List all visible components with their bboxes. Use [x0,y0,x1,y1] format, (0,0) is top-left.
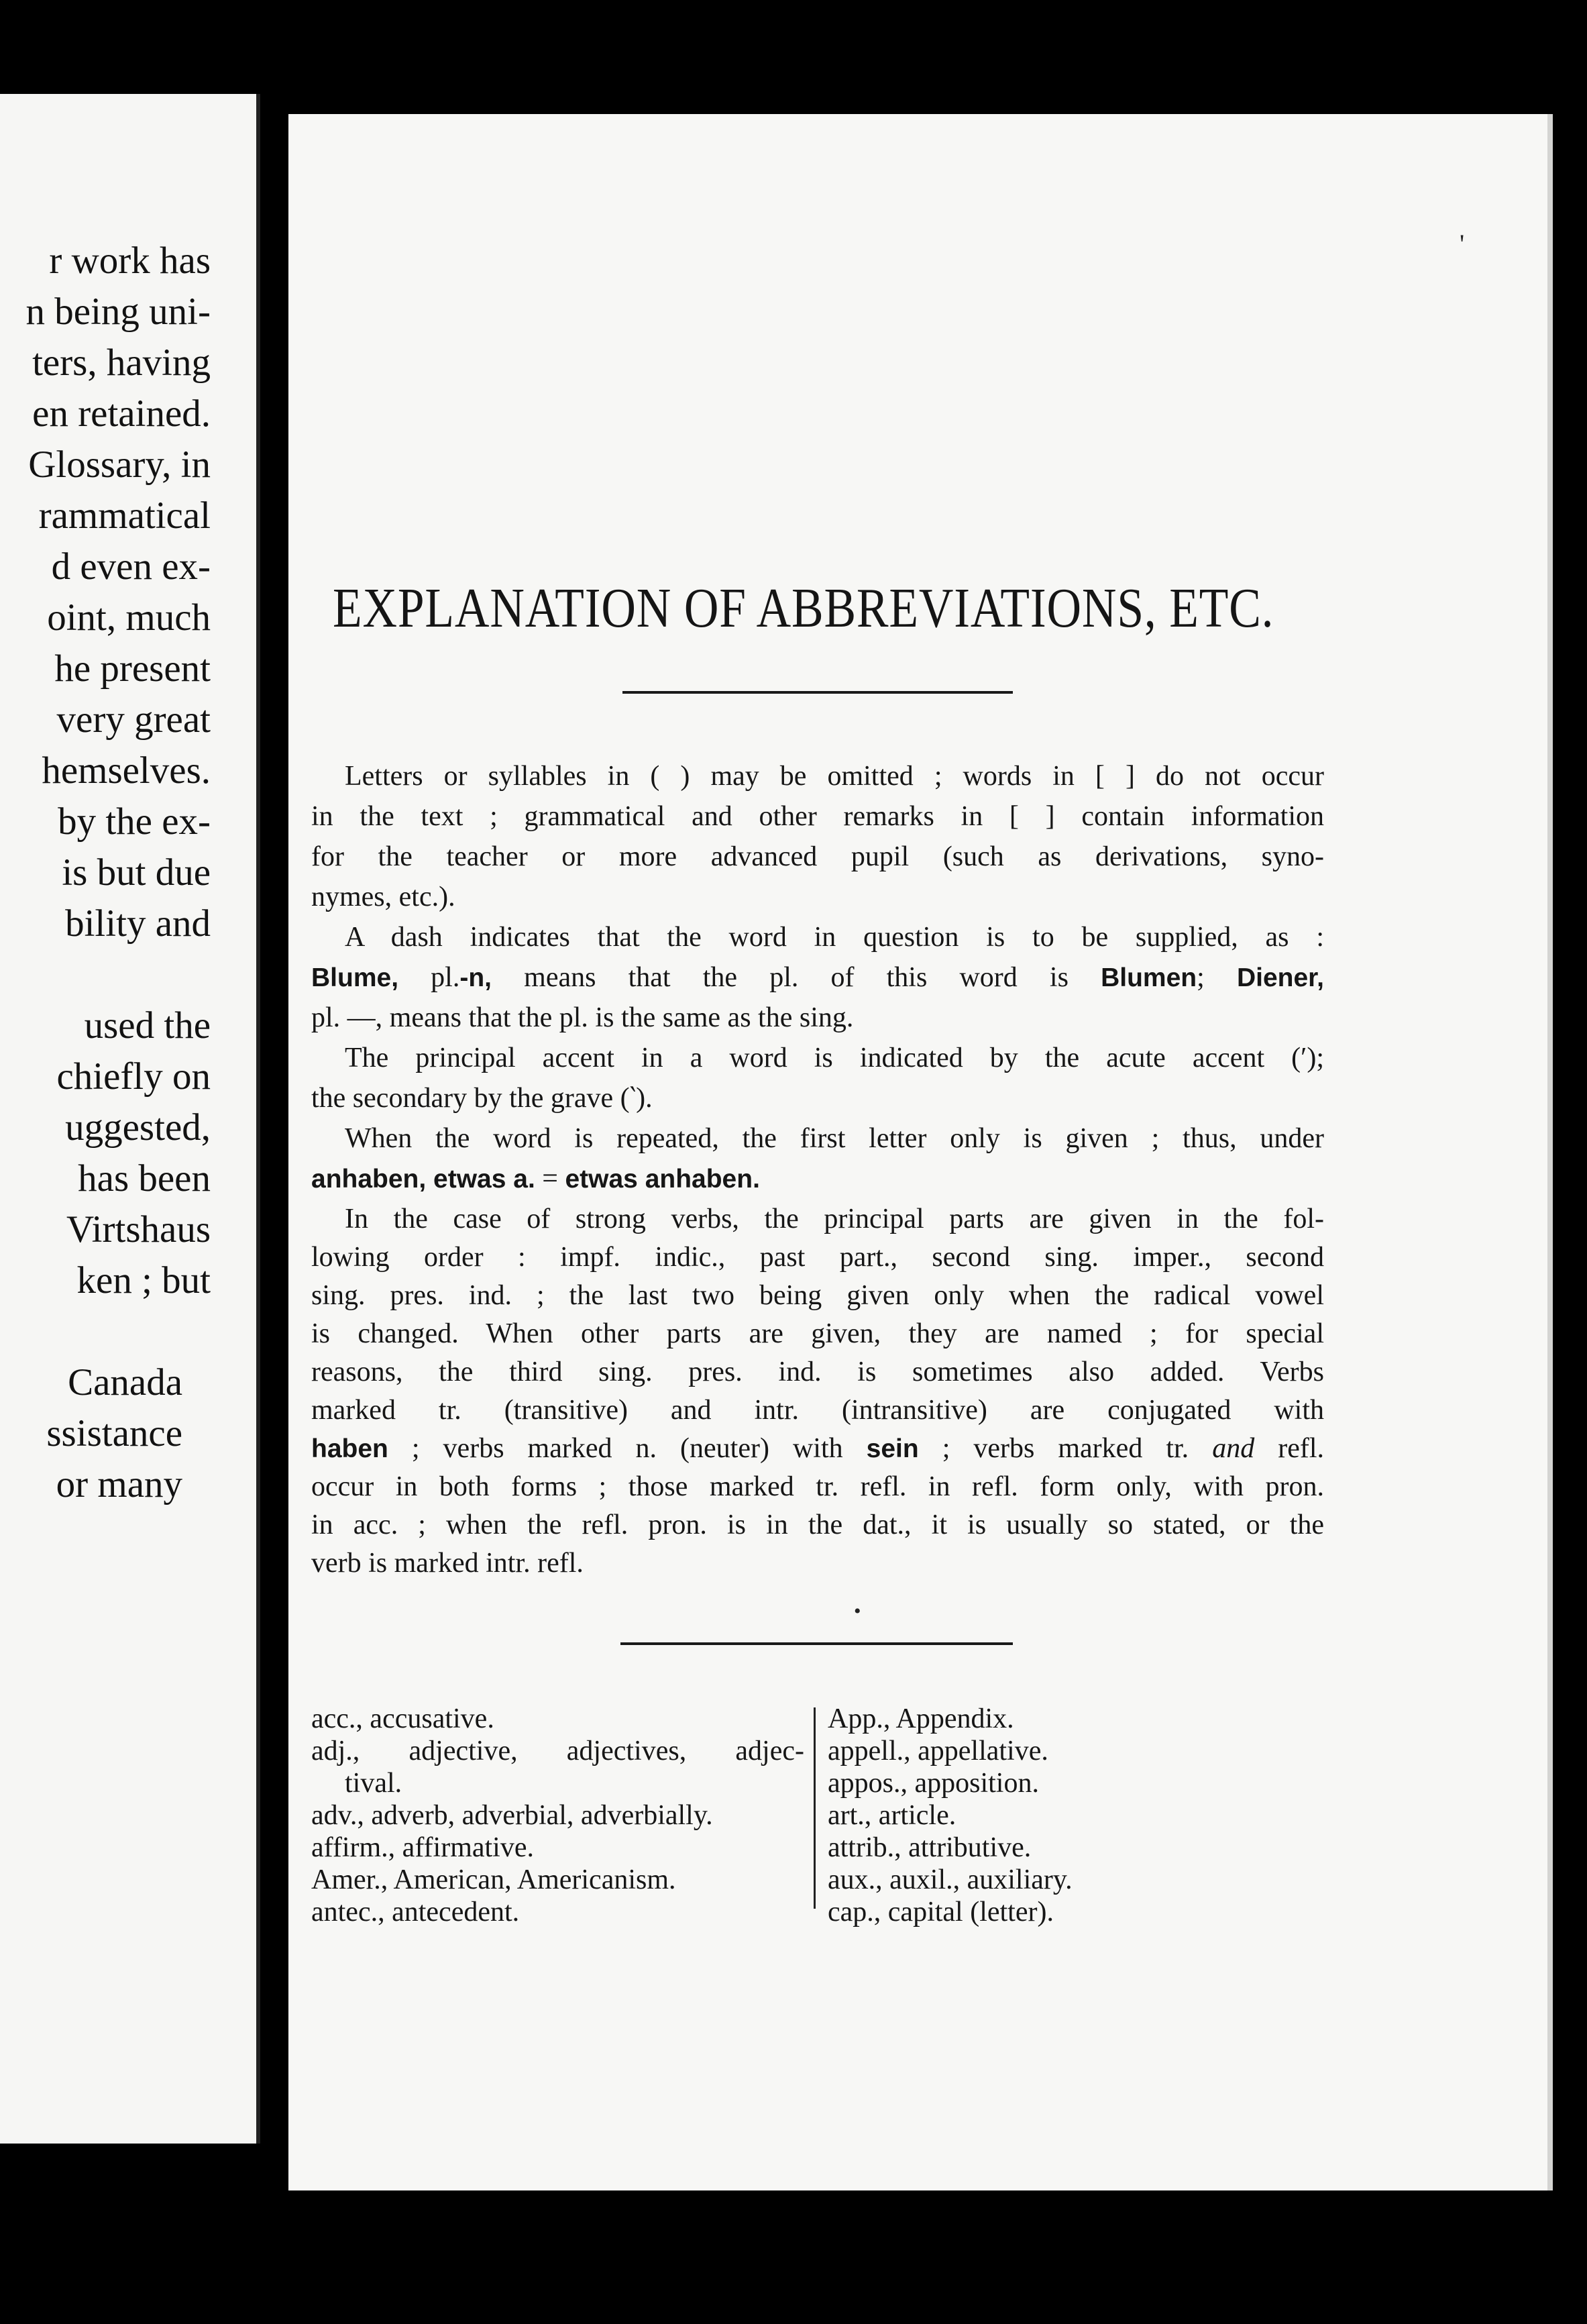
text-refl: refl. [1254,1433,1324,1464]
left-page-line: by the ex- [58,800,211,843]
p5-line-3: sing. pres. ind. ; the last two being given only when the radical vowel [311,1280,1324,1311]
left-page-line: very great [56,698,211,741]
abbreviations-left-column [311,1703,804,1928]
abbr-entry: aux., auxil., auxiliary. [828,1864,1073,1895]
word-and-italic: and [1212,1433,1255,1464]
phrase-etwas-anhaben: etwas anhaben. [565,1165,760,1194]
p5-line-6: marked tr. (transitive) and intr. (intransitive) are conjugated with [311,1395,1324,1426]
left-page-line: r work has [49,240,211,282]
abbr-entry: attrib., attributive. [828,1832,1032,1863]
left-page-line: ters, having [32,341,211,384]
left-page-line: ken ; but [76,1259,211,1302]
left-page-line: is but due [62,851,211,894]
column-divider [814,1707,816,1909]
abbr-entry: App., Appendix. [828,1703,1014,1734]
text-semicolon: ; [1197,962,1237,993]
abbr-entry: appos., apposition. [828,1768,1039,1799]
text-means: means that the pl. of this word is [492,962,1101,993]
p5-line-10: verb is marked intr. refl. [311,1548,584,1579]
p4-line-2 [311,1163,1324,1195]
abbr-entry: acc., accusative. [311,1703,494,1734]
left-page-line: chiefly on [56,1055,211,1098]
text-verbs-marked-tr: ; verbs marked tr. [918,1433,1213,1464]
left-page-line: or many [56,1463,182,1506]
page-title: EXPLANATION OF ABBREVIATIONS, ETC. [333,577,1274,639]
p5-line-1: In the case of strong verbs, the principal parts are given in the fol- [345,1204,1324,1234]
p2-line-2 [311,961,1324,994]
equals-sign: = [535,1163,565,1194]
left-page-line: ssistance [46,1412,182,1455]
text-pl: pl. [398,962,460,993]
p4-line-1: When the word is repeated, the first letter only is given ; thus, under [345,1123,1324,1154]
word-blume: Blume, [311,963,399,992]
p3-line-2: the secondary by the grave (‵). [311,1083,653,1114]
left-page-line: oint, much [47,596,211,639]
left-page-line: n being uni- [25,290,211,333]
word-blumen: Blumen [1101,963,1197,992]
p1-line-1: Letters or syllables in ( ) may be omitted ; words in [ ] do not occur [345,761,1324,792]
left-page-line: rammatical [38,494,211,537]
text-verbs-marked-n: ; verbs marked n. (neuter) with [388,1433,867,1464]
phrase-anhaben: anhaben, etwas a. [311,1165,535,1194]
p5-line-4: is changed. When other parts are given, they are named ; for special [311,1318,1324,1349]
suffix-n: -n, [459,963,492,992]
left-page-line: uggested, [65,1106,211,1149]
left-page-line: Virtshaus [66,1208,211,1251]
left-page-line: hemselves. [42,749,211,792]
p5-line-8: occur in both forms ; those marked tr. refl. in refl. form only, with pron. [311,1471,1324,1502]
page-dot: • [854,1600,861,1622]
word-diener: Diener, [1236,963,1325,992]
p1-line-4: nymes, etc.). [311,882,455,912]
abbr-entry: art., article. [828,1800,956,1831]
abbr-entry: cap., capital (letter). [828,1897,1054,1927]
left-page-line: he present [54,647,211,690]
p3-line-1: The principal accent in a word is indicated by the acute accent (′); [345,1043,1324,1073]
abbr-entry: adj., adjective, adjectives, adjec- [311,1736,804,1766]
p1-line-3: for the teacher or more advanced pupil (such as derivations, syno- [311,841,1324,872]
left-facing-page [0,94,260,2144]
section-rule [620,1642,1013,1645]
abbr-entry: appell., appellative. [828,1736,1048,1766]
p2-line-1: A dash indicates that the word in question is to be supplied, as : [345,922,1324,953]
p1-line-2: in the text ; grammatical and other remarks in [ ] contain information [311,801,1324,832]
abbreviations-right-column [828,1703,1073,1928]
left-page-line: has been [78,1157,211,1200]
left-page-line: used the [84,1004,211,1047]
abbr-entry: antec., antecedent. [311,1897,520,1927]
left-page-line: bility and [65,902,211,945]
abbr-entry: Amer., American, Americanism. [311,1864,676,1895]
p5-line-7 [311,1432,1324,1465]
title-rule [622,691,1013,694]
left-page-line: d even ex- [51,545,211,588]
left-page-line: en retained. [32,392,211,435]
word-haben: haben [311,1434,388,1463]
word-sein: sein [866,1434,919,1463]
abbr-entry: affirm., affirmative. [311,1832,534,1863]
p5-line-5: reasons, the third sing. pres. ind. is sometimes also added. Verbs [311,1357,1324,1387]
p2-line-3: pl. —, means that the pl. is the same as the sing. [311,1002,854,1033]
p5-line-9: in acc. ; when the refl. pron. is in the dat., it is usually so stated, or the [311,1510,1324,1540]
abbr-entry: adv., adverb, adverbial, adverbially. [311,1800,713,1831]
left-page-line: Canada [68,1361,182,1404]
page-mark: ' [1460,229,1465,259]
left-page-line: Glossary, in [28,443,211,486]
p5-line-2: lowing order : impf. indic., past part., second sing. imper., second [311,1242,1324,1273]
abbr-entry-continuation: tival. [345,1768,402,1799]
